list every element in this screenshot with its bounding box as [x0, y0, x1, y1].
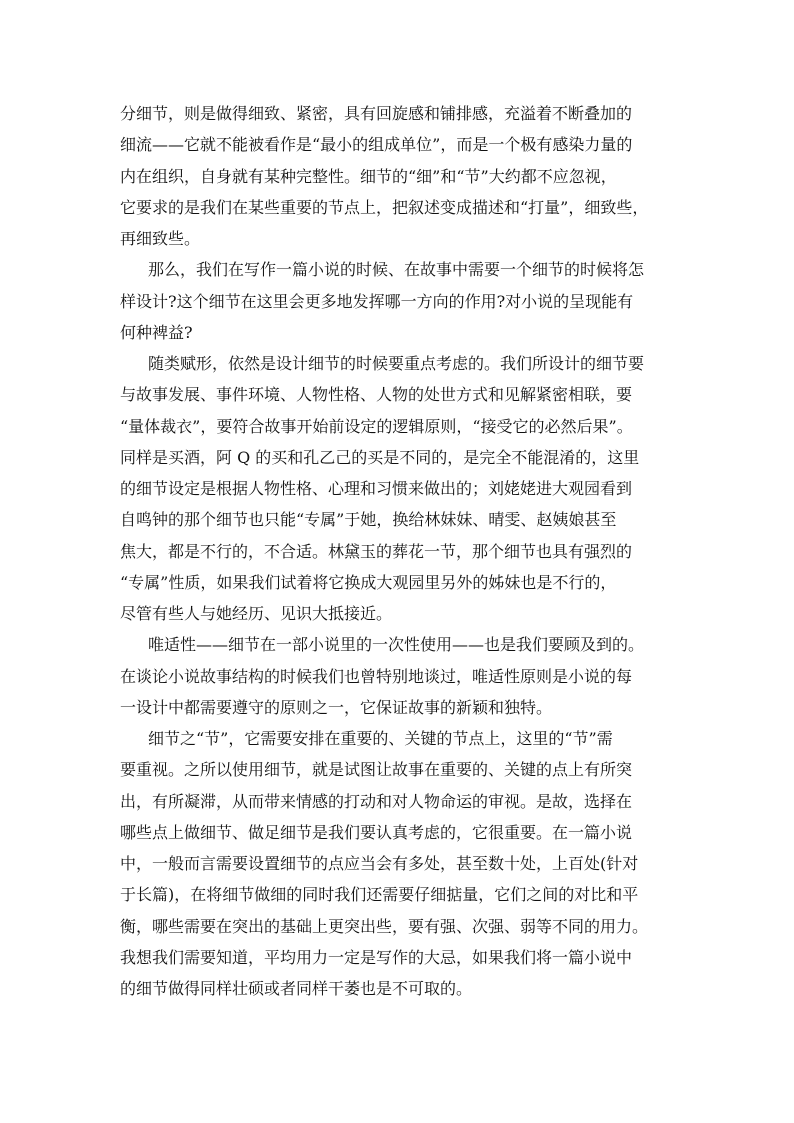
text-line: “专属”性质，如果我们试着将它换成大观园里另外的姊妹也是不行的， — [120, 572, 617, 592]
text-line: 于长篇)，在将细节做细的同时我们还需要仔细掂量，它们之间的对比和平 — [120, 885, 639, 905]
text-line: 随类赋形，依然是设计细节的时候要重点考虑的。我们所设计的细节要 — [148, 354, 645, 373]
text-line: 衡，哪些需要在突出的基础上更突出些，要有强、次强、弱等不同的用力。 — [120, 916, 649, 936]
text-line: 中，一般而言需要设置细节的点应当会有多处，甚至数十处，上百处(针对 — [120, 854, 639, 873]
text-line: 一设计中都需要遵守的原则之一，它保证故事的新颖和独特。 — [120, 697, 553, 717]
text-line: 与故事发展、事件环境、人物性格、人物的处世方式和见解紧密相联，要 — [120, 385, 633, 405]
body-text — [120, 98, 700, 1004]
text-line: 它要求的是我们在某些重要的节点上，把叙述变成描述和“打量”，细致些， — [120, 197, 649, 217]
text-line: 要重视。之所以使用细节，就是试图让故事在重要的、关键的点上有所突 — [120, 760, 633, 780]
text-line: 内在组织，自身就有某种完整性。细节的“细”和“节”大约都不应忽视， — [120, 166, 617, 186]
text-line: 细流——它就不能被看作是“最小的组成单位”，而是一个极有感染力量的 — [120, 135, 633, 155]
text-line: 细节之“节”，它需要安排在重要的、关键的节点上，这里的“节”需 — [148, 729, 613, 748]
text-line: 自鸣钟的那个细节也只能“专属”于她，换给林妹妹、晴雯、赵姨娘甚至 — [120, 510, 617, 530]
text-line: 我想我们需要知道，平均用力一定是写作的大忌，如果我们将一篇小说中 — [120, 947, 633, 967]
text-line: 的细节做得同样壮硕或者同样干萎也是不可取的。 — [120, 979, 473, 998]
text-line: 再细致些。 — [120, 229, 201, 248]
text-line: 尽管有些人与她经历、见识大抵接近。 — [120, 604, 393, 623]
text-line: “量体裁衣”，要符合故事开始前设定的逻辑原则，“接受它的必然后果”。 — [120, 416, 633, 436]
text-line: 在谈论小说故事结构的时候我们也曾特别地谈过，唯适性原则是小说的每 — [120, 666, 633, 686]
text-line: 唯适性——细节在一部小说里的一次性使用——也是我们要顾及到的。 — [148, 635, 645, 655]
text-line: 同样是买酒，阿 Q 的买和孔乙己的买是不同的，是完全不能混淆的，这里 — [120, 447, 640, 467]
text-line: 出，有所凝滞，从而带来情感的打动和对人物命运的审视。是故，选择在 — [120, 791, 633, 811]
text-line: 何种裨益? — [120, 322, 193, 342]
text-line: 那么，我们在写作一篇小说的时候、在故事中需要一个细节的时候将怎 — [148, 260, 645, 280]
text-line: 焦大，都是不行的，不合适。林黛玉的葬花一节，那个细节也具有强烈的 — [120, 541, 633, 561]
text-line: 的细节设定是根据人物性格、心理和习惯来做出的；刘姥姥进大观园看到 — [120, 479, 633, 498]
text-line: 样设计?这个细节在这里会更多地发挥哪一方向的作用?对小说的呈现能有 — [120, 291, 634, 311]
text-line: 分细节，则是做得细致、紧密，具有回旋感和铺排感，充溢着不断叠加的 — [120, 104, 633, 123]
text-line: 哪些点上做细节、做足细节是我们要认真考虑的，它很重要。在一篇小说 — [120, 822, 633, 842]
